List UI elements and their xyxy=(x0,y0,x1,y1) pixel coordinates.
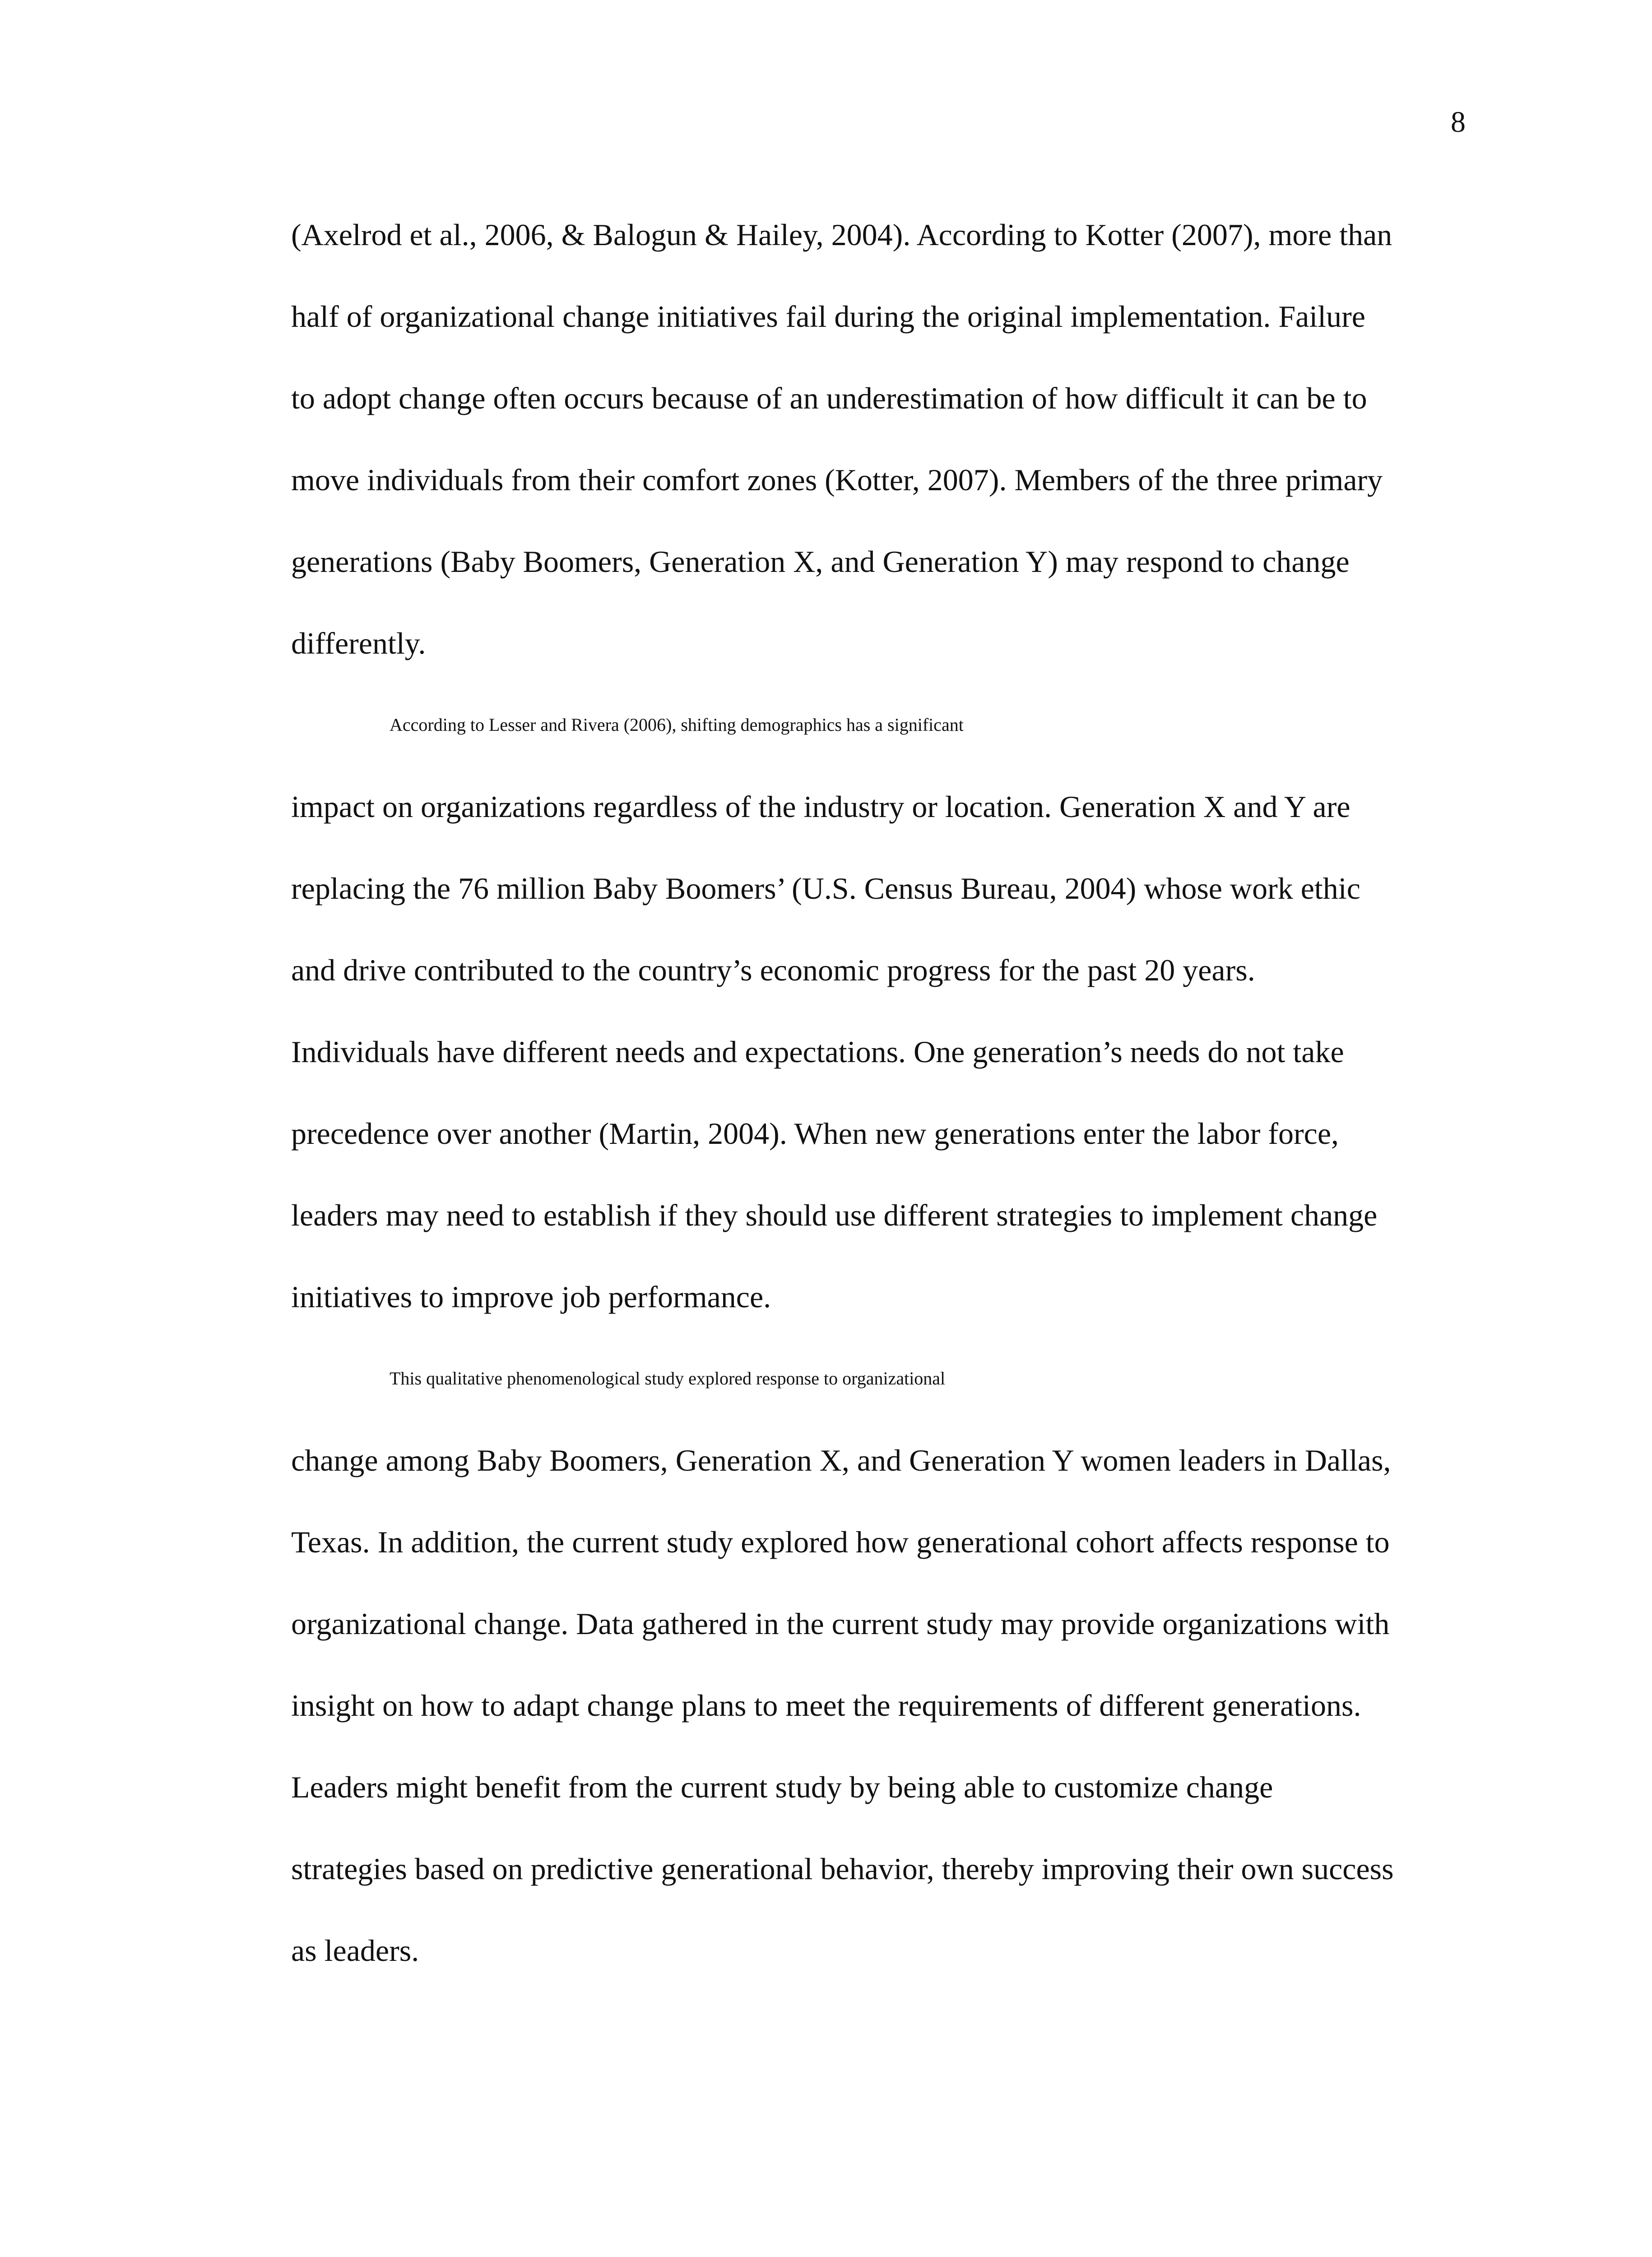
text-line: Texas. In addition, the current study explored how generational cohort affects response to xyxy=(291,1525,1390,1559)
text-line: replacing the 76 million Baby Boomers’ (U.S. Census Bureau, 2004) whose work ethic xyxy=(291,871,1360,906)
text-line: generations (Baby Boomers, Generation X, and Generation Y) may respond to change xyxy=(291,544,1350,579)
text-line: half of organizational change initiatives fail during the original implementation. Failure xyxy=(291,299,1365,334)
text-line: precedence over another (Martin, 2004). When new generations enter the labor force, xyxy=(291,1116,1339,1151)
paragraph-first-line: This qualitative phenomenological study explored response to organizational xyxy=(390,1368,946,1389)
text-line: leaders may need to establish if they should use different strategies to implement change xyxy=(291,1198,1378,1232)
text-line: change among Baby Boomers, Generation X, and Generation Y women leaders in Dallas, xyxy=(291,1443,1391,1477)
text-line: as leaders. xyxy=(291,1933,419,1968)
text-line: impact on organizations regardless of the industry or location. Generation X and Y are xyxy=(291,789,1350,824)
text-line: organizational change. Data gathered in the current study may provide organizations with xyxy=(291,1607,1390,1641)
paragraph-first-line: According to Lesser and Rivera (2006), shifting demographics has a significant xyxy=(390,715,964,735)
text-line: to adopt change often occurs because of an underestimation of how difficult it can be to xyxy=(291,381,1367,415)
text-line: strategies based on predictive generational behavior, thereby improving their own success xyxy=(291,1852,1394,1886)
text-line: (Axelrod et al., 2006, & Balogun & Hailey, 2004). According to Kotter (2007), more than xyxy=(291,218,1392,252)
text-line: and drive contributed to the country’s economic progress for the past 20 years. xyxy=(291,953,1255,987)
text-line: Individuals have different needs and expectations. One generation’s needs do not take xyxy=(291,1035,1344,1069)
text-line: initiatives to improve job performance. xyxy=(291,1280,771,1314)
body-text xyxy=(291,214,1474,2012)
text-line: Leaders might benefit from the current study by being able to customize change xyxy=(291,1770,1273,1804)
text-line: differently. xyxy=(291,626,426,660)
page-number: 8 xyxy=(1451,106,1466,139)
text-line: move individuals from their comfort zones (Kotter, 2007). Members of the three primary xyxy=(291,463,1383,497)
text-line: insight on how to adapt change plans to meet the requirements of different generations. xyxy=(291,1688,1361,1723)
